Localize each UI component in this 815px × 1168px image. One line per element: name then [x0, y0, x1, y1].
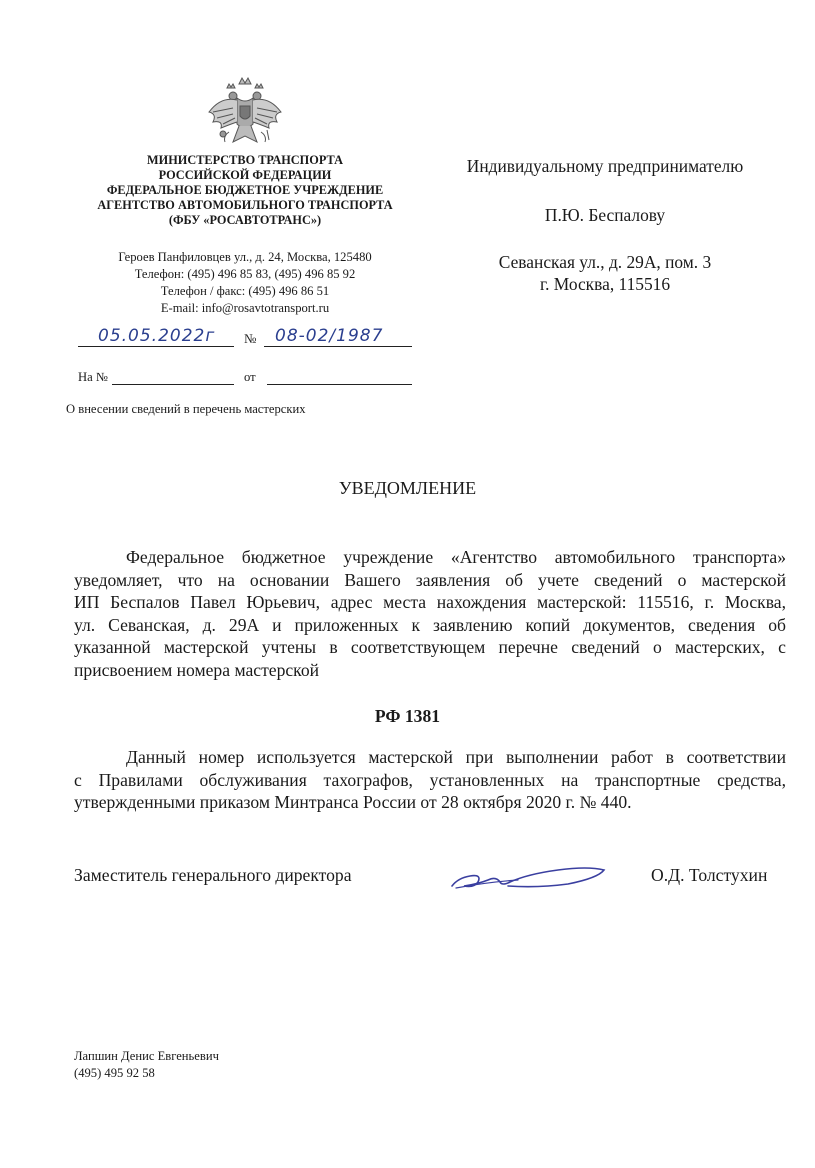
reference-label: На № — [78, 370, 108, 384]
paragraph-line: Федеральное бюджетное учреждение «Агентство автомобильного транспорта» — [126, 547, 786, 567]
number-underline — [264, 346, 412, 347]
paragraph-line: ИП Беспалов Павел Юрьевич, адрес места нахождения мастерской: 115516, г. Москва, — [74, 592, 786, 612]
contact-address: Героев Панфиловцев ул., д. 24, Москва, 125480 — [118, 250, 372, 264]
recipient-title: Индивидуальному предпринимателю — [466, 156, 744, 176]
paragraph-line: уведомляет, что на основании Вашего заявления об учете сведений о мастерской — [74, 569, 786, 590]
coat-of-arms-icon — [203, 74, 287, 152]
document-title: УВЕДОМЛЕНИЕ — [338, 478, 477, 498]
reference-from-label: от — [244, 370, 256, 384]
org-line: РОССИЙСКОЙ ФЕДЕРАЦИИ — [158, 168, 332, 182]
recipient-city: г. Москва, 115516 — [539, 274, 671, 294]
number-label: № — [244, 331, 257, 346]
outgoing-date: 05.05.2022г — [98, 326, 216, 346]
paragraph-line: с Правилами обслуживания тахографов, установленных на транспортные средства, — [74, 769, 786, 790]
reference-underline — [112, 384, 234, 385]
contact-email: E-mail: info@rosavtotransport.ru — [160, 301, 330, 315]
contact-fax: Телефон / факс: (495) 496 86 51 — [160, 284, 330, 298]
notification-paragraph — [74, 546, 786, 681]
executor-info — [74, 1048, 219, 1082]
workshop-number: РФ 1381 — [374, 706, 441, 726]
usage-paragraph — [74, 746, 786, 814]
paragraph-line: указанной мастерской учтены в соответствующем перечне сведений о мастерских, с — [74, 637, 786, 657]
date-underline — [78, 346, 234, 347]
organization-name — [40, 153, 450, 228]
handwritten-signature — [448, 856, 608, 896]
org-line: ФЕДЕРАЛЬНОЕ БЮДЖЕТНОЕ УЧРЕЖДЕНИЕ — [106, 183, 384, 197]
executor-name: Лапшин Денис Евгеньевич — [74, 1049, 219, 1063]
signatory-position: Заместитель генерального директора — [74, 865, 352, 885]
paragraph-line: Данный номер используется мастерской при выполнении работ в соответствии — [126, 747, 786, 767]
signatory-name: О.Д. Толстухин — [651, 865, 768, 885]
letter-subject: О внесении сведений в перечень мастерских — [66, 402, 306, 416]
reference-from-underline — [267, 384, 412, 385]
org-line: АГЕНТСТВО АВТОМОБИЛЬНОГО ТРАНСПОРТА — [97, 198, 393, 212]
recipient-address — [430, 251, 780, 295]
paragraph-line: утвержденными приказом Минтранса России от 28 октября 2020 г. № 440. — [74, 792, 632, 812]
org-line: (ФБУ «РОСАВТОТРАНС») — [168, 213, 322, 227]
recipient-name: П.Ю. Беспалову — [544, 205, 666, 225]
organization-contacts — [60, 249, 430, 317]
outgoing-number: 08-02/1987 — [275, 326, 384, 346]
org-line: МИНИСТЕРСТВО ТРАНСПОРТА — [147, 153, 343, 167]
recipient-street: Севанская ул., д. 29А, пом. 3 — [498, 252, 712, 272]
executor-phone: (495) 495 92 58 — [74, 1066, 155, 1080]
contact-phone: Телефон: (495) 496 85 83, (495) 496 85 92 — [134, 267, 356, 281]
paragraph-line: присвоением номера мастерской — [74, 659, 320, 680]
paragraph-line: ул. Севанская, д. 29А и приложенных к заявлению копий документов, сведения об — [74, 614, 786, 635]
